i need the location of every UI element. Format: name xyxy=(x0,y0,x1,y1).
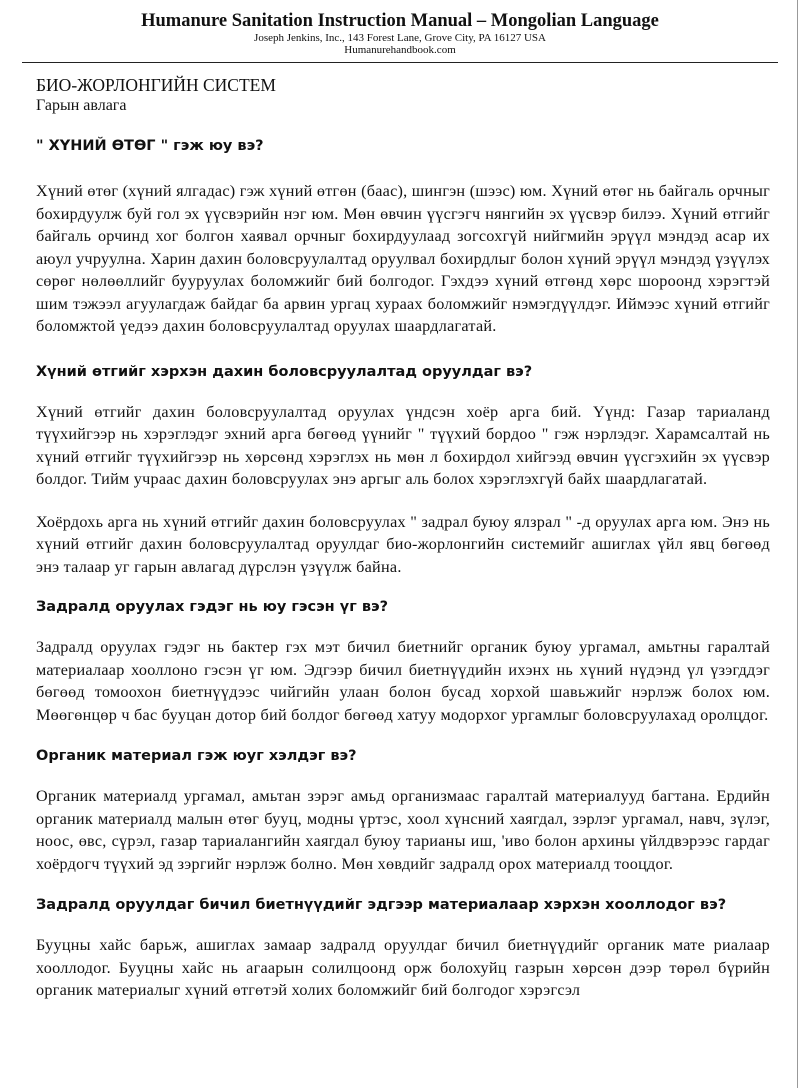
manual-title: Humanure Sanitation Instruction Manual – Mongolian Language xyxy=(141,11,659,31)
section-paragraph: Органик материалд ургамал, амьтан зэрэг амьд организмаас гаралтай материалууд багтана. Ердийн органик материалд малын өтөг бууц, модны үртэс, хоол хүнсний хаягдал, зэрлэг ургамал, навч, зүлэг, ноос, өвс, сүрэл, газар тариалангийн хаягдал буюу тарианы иш, 'иво болон архины үйлдвэрээс гардаг хоёрдогч түүхий эд зэргийг нэрлэж болно. Мөн хөвдийг задралд орох материалд тооцдог. xyxy=(36,787,770,873)
section-paragraph: Задралд оруулах гэдэг нь бактер гэх мэт бичил биетнийг органик буюу ургамал, амьтны гаралтай материалаар хооллоно гэсэн үг юм. Эдгээр бичил биетнүүдийн ихэнх нь хүний нүдэнд үл үзэгддэг бөгөөд томоохон биетнүүдээс чийгийн улаан болон бусад хорхой шавьжийг нэрлэж болох юм. Мөөгөнцөр ч бас бууцан дотор бий болдог бөгөөд хатуу модорхог ургамлыг боловсруулахад оролцдог. xyxy=(36,638,770,724)
document-subtitle: Гарын авлага xyxy=(36,97,127,114)
section-heading-feeding-microorganisms: Задралд оруулдаг бичил биетнүүдийг эдгээр материалаар хэрхэн хооллодог вэ? xyxy=(36,897,727,913)
section-paragraph: Хүний өтөг (хүний ялгадас) гэж хүний өтгөн (баас), шингэн (шээс) юм. Хүний өтөг нь байгаль орчныг бохирдуулж буй гол эх үүсвэрийн нэг юм. Мөн өвчин үүсгэгч нянгийн эх үүсвэр билээ. Хүний өтгийг байгаль орчинд хог болгон хаявал орчныг бохирдуулаад зогсохгүй нийгмийн эрүүл мэндэд асар их аюул учруулна. Харин дахин боловсруулалтад оруулвал бохирдлыг болон хүний эрүүл мэндэд үзүүлэх сөрөг нөлөөллийг бууруулах боломжийг бий болгодог. Гэхдээ хүний өтгөнд хөрс шороонд хэрэгтэй шим тэжээл агуулагдаж байдаг ба арвин ургац хураах боломжийг нэмэгдүүлдэг. Иймээс хүний өтгийг боломжтой үедээ дахин боловсруулалтад оруулах шаардлагатай. xyxy=(36,182,770,335)
section-paragraph: Хүний өтгийг дахин боловсруулалтад оруулах үндсэн хоёр арга бий. Үүнд: Газар тариаланд түүхийгээр нь хэрэглэдэг эхний арга бөгөөд үүнийг " түүхий бордоо " гэж нэрлэдэг. Харамсалтай нь хүний өтгийг түүхийгээр нь хөрсөнд хэрэглэх нь мөн л бохирдол хийгээд өвчин үүсгэхийн эх үүсвэр болдог. Тийм учраас дахин боловсруулах энэ аргыг аль болох хэрэглэхгүй байх шаардлагатай. xyxy=(36,402,770,488)
document-title: БИО-ЖОРЛОНГИЙН СИСТЕМ xyxy=(36,75,276,95)
publisher-address: Joseph Jenkins, Inc., 143 Forest Lane, Grove City, PA 16127 USA xyxy=(254,32,546,44)
section-paragraph: Хоёрдохь арга нь хүний өтгийг дахин боловсруулах " задрал буюу ялзрал " -д оруулах арга юм. Энэ нь хүний өтгийг дахин боловсруулалтад оруулдаг био-жорлонгийн системийг ашиглах үйл явц бөгөөд энэ талаар уг гарын авлагад дүрслэн үзүүлж байна. xyxy=(36,512,770,576)
header-divider xyxy=(22,62,778,63)
section-heading-what-is-humanure: " ХҮНИЙ ӨТӨГ " гэж юу вэ? xyxy=(36,138,264,154)
document-body xyxy=(36,74,770,1002)
page-header xyxy=(0,0,800,56)
section-heading-how-recycled: Хүний өтгийг хэрхэн дахин боловсруулалтад оруулдаг вэ? xyxy=(36,363,533,380)
section-heading-composting-meaning: Задралд оруулах гэдэг нь юу гэсэн үг вэ? xyxy=(36,599,389,615)
page-edge-line xyxy=(797,0,798,1088)
section-heading-organic-material: Органик материал гэж юуг хэлдэг вэ? xyxy=(36,748,357,764)
section-paragraph: Бууцны хайс барьж, ашиглах замаар задралд оруулдаг бичил биетнүүдийг органик мате риалаар хооллодог. Бууцны хайс нь агаарын солилцоонд орж болохуйц газрын хөрсөн дээр төрөл бүрийн органик материалыг хүний өтгөтэй холих боломжийг бий болгодог хэрэгсэл xyxy=(36,936,770,999)
website-link[interactable]: Humanurehandbook.com xyxy=(344,44,456,56)
